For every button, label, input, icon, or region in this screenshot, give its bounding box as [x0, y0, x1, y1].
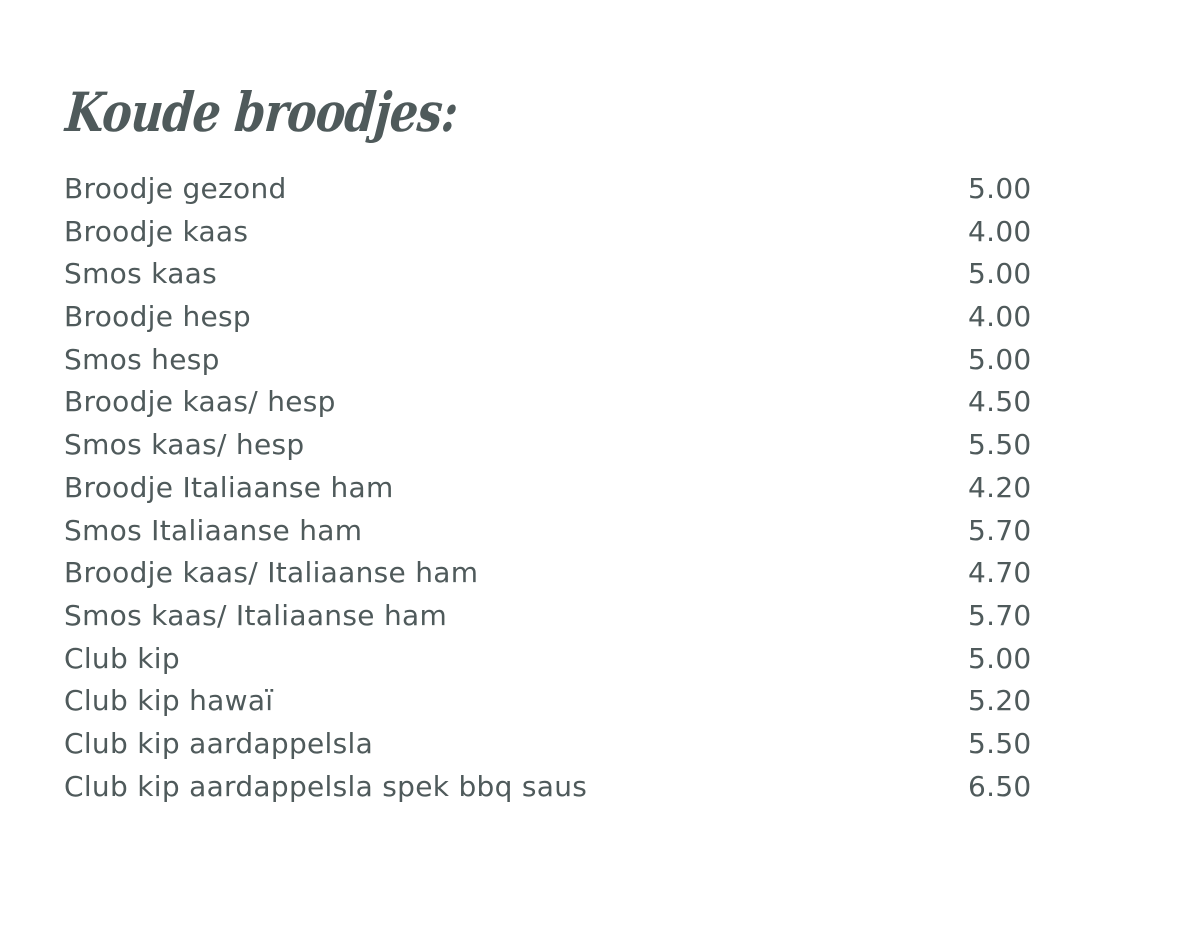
item-name: Broodje kaas: [64, 214, 249, 248]
menu-title: Koude broodjes:: [63, 80, 461, 144]
item-price: 4.70: [968, 556, 1032, 590]
menu-item: [64, 766, 1044, 809]
item-name: Smos kaas: [64, 257, 217, 291]
item-name: Club kip hawaï: [64, 684, 274, 718]
menu-list: [64, 168, 1044, 808]
menu-item: [64, 381, 1044, 424]
item-name: Smos Italiaanse ham: [64, 513, 363, 547]
item-name: Club kip aardappelsla: [64, 726, 374, 760]
item-price: 6.50: [968, 769, 1032, 803]
item-price: 5.00: [968, 342, 1032, 376]
menu-item: [64, 595, 1044, 638]
menu-item: [64, 339, 1044, 382]
menu-item: [64, 296, 1044, 339]
item-price: 5.00: [968, 641, 1032, 675]
item-price: 4.50: [968, 385, 1032, 419]
item-name: Broodje hesp: [64, 300, 251, 334]
menu-item: [64, 510, 1044, 553]
item-name: Broodje Italiaanse ham: [64, 470, 394, 504]
item-price: 5.70: [968, 598, 1032, 632]
menu-item: [64, 552, 1044, 595]
item-price: 5.00: [968, 257, 1032, 291]
item-price: 5.50: [968, 726, 1032, 760]
item-name: Broodje kaas/ hesp: [64, 385, 336, 419]
item-price: 4.00: [968, 300, 1032, 334]
menu-item: [64, 253, 1044, 296]
menu-item: [64, 168, 1044, 211]
item-price: 5.70: [968, 513, 1032, 547]
item-price: 4.00: [968, 214, 1032, 248]
item-name: Smos kaas/ hesp: [64, 428, 305, 462]
item-name: Club kip: [64, 641, 180, 675]
item-price: 5.00: [968, 172, 1032, 205]
menu-item: [64, 723, 1044, 766]
item-price: 5.50: [968, 428, 1032, 462]
menu-item: [64, 638, 1044, 681]
menu-section: [64, 56, 1044, 808]
item-name: Smos kaas/ Italiaanse ham: [64, 598, 448, 632]
item-price: 4.20: [968, 470, 1032, 504]
item-name: Club kip aardappelsla spek bbq saus: [64, 769, 588, 803]
item-name: Broodje gezond: [64, 172, 287, 205]
menu-item: [64, 680, 1044, 723]
menu-item: [64, 467, 1044, 510]
item-name: Smos hesp: [64, 342, 220, 376]
menu-item: [64, 211, 1044, 254]
item-name: Broodje kaas/ Italiaanse ham: [64, 556, 479, 590]
item-price: 5.20: [968, 684, 1032, 718]
menu-item: [64, 424, 1044, 467]
